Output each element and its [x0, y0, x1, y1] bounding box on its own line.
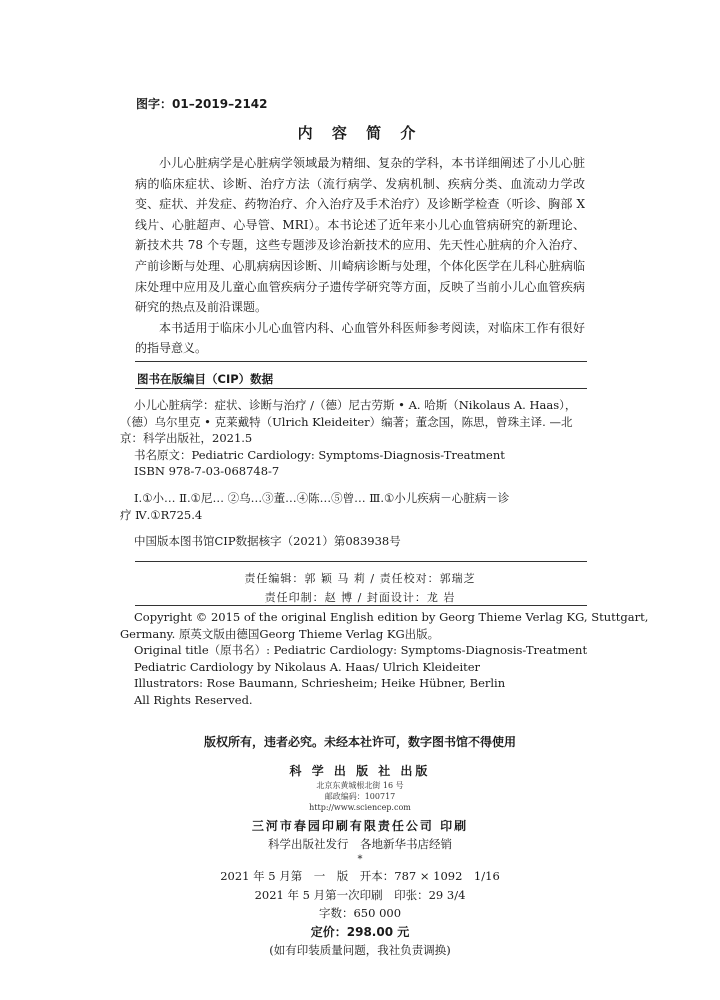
cip-line: 书名原文：Pediatric Cardiology: Symptoms-Diagnosis-Treatment [134, 447, 505, 462]
publisher-address: 北京东黄城根北街 16 号 [316, 781, 404, 790]
publication-block [0, 762, 720, 959]
editors-line: 责任印制：赵 博 / 封面设计：龙 岩 [264, 591, 456, 604]
intro-paragraph: 小儿心脏病学是心脏病学领域最为精细、复杂的学科，本书详细阐述了小儿心脏病的临床症状、诊断、治疗方法（流行病学、发病机制、疾病分类、血流动力学改变、症状、并发症、药物治疗、介入治疗及手术治疗）及诊断学检查（听诊、胸部 X 线片、心脏超声、心导管、MRI）。本书论述了近年来小儿心血管病研究的新理论、新技术共 78 个专题，这些专题涉及诊治新技术的应用、先天性心脏病的介入治疗、产前诊断与处理、心肌病病因诊断、川崎病诊断与处理，个体化医学在儿科心脏病临床处理中应用及儿童心血管疾病分子遗传学研究等方面，反映了当前小儿心血管疾病研究的热点及前沿课题。 [135, 156, 585, 315]
divider [135, 361, 587, 362]
publisher: 科 学 出 版 社 出版 [289, 764, 431, 778]
cip-title: 图书在版编目（CIP）数据 [137, 372, 274, 386]
copyright-line: Illustrators: Rose Baumann, Schriesheim; Heike Hübner, Berlin [134, 676, 506, 690]
copyright-line: Original title（原书名）: Pediatric Cardiology: Symptoms-Diagnosis-Treatment [134, 643, 588, 657]
intro-text [135, 153, 585, 359]
postcode: 邮政编码：100717 [324, 792, 396, 801]
editors-line: 责任编辑：郭 颖 马 莉 / 责任校对：郭瑞芝 [244, 572, 476, 585]
cip-block [120, 397, 584, 550]
website: http://www.sciencep.com [309, 803, 411, 812]
registration-number: 图字：01–2019–2142 [136, 97, 268, 111]
price: 定价：298.00 元 [310, 924, 410, 939]
quality-note: (如有印装质量问题，我社负责调换) [269, 942, 451, 957]
copyright-line: Copyright © 2015 of the original English edition by Georg Thieme Verlag KG, Stuttgart, [134, 610, 649, 624]
divider [135, 605, 587, 606]
copyright-line: All Rights Reserved. [134, 692, 253, 707]
separator-star: * [357, 854, 363, 865]
distribution: 科学出版社发行 各地新华书店经销 [268, 837, 452, 851]
copyright-line: Pediatric Cardiology by Nikolaus A. Haas/ Ulrich Kleideiter [134, 659, 481, 674]
copyright-block [120, 609, 649, 708]
cip-line: ISBN 978-7-03-068748-7 [134, 464, 280, 479]
cip-line: （德）乌尔里克 • 克莱戴特（Ulrich Kleideiter）编著；董念国，陈思，曾珠主译. —北 [120, 414, 573, 429]
edition-line: 2021 年 5 月第 一 版 开本：787 × 1092 1/16 [220, 869, 500, 883]
printing-line: 2021 年 5 月第一次印刷 印张：29 3/4 [254, 887, 466, 902]
intro-paragraph: 本书适用于临床小儿心血管内科、心血管外科医师参考阅读，对临床工作有很好的指导意义。 [135, 320, 585, 356]
editors-block [0, 569, 720, 607]
cip-line: 疗 Ⅳ.①R725.4 [120, 507, 203, 522]
rights-notice: 版权所有，违者必究。未经本社许可，数字图书馆不得使用 [203, 735, 516, 749]
word-count: 字数：650 000 [318, 906, 402, 920]
cip-line: 京：科学出版社，2021.5 [120, 431, 253, 446]
printer: 三河市春园印刷有限责任公司 印刷 [251, 819, 469, 833]
divider [135, 388, 587, 389]
cip-line: 中国版本图书馆CIP数据核字（2021）第083938号 [134, 534, 401, 549]
divider [135, 561, 587, 562]
copyright-line: Germany. 原英文版由德国Georg Thieme Verlag KG出版。 [120, 626, 440, 641]
cip-line: 小儿心脏病学：症状、诊断与治疗 /（德）尼古劳斯 • A. 哈斯（Nikolaus A. Haas）， [134, 398, 577, 412]
cip-line: Ⅰ.①小… Ⅱ.①尼… ②乌…③董…④陈…⑤曾… Ⅲ.①小儿疾病－心脏病－诊 [134, 490, 510, 505]
intro-title: 内 容 简 介 [297, 124, 423, 142]
